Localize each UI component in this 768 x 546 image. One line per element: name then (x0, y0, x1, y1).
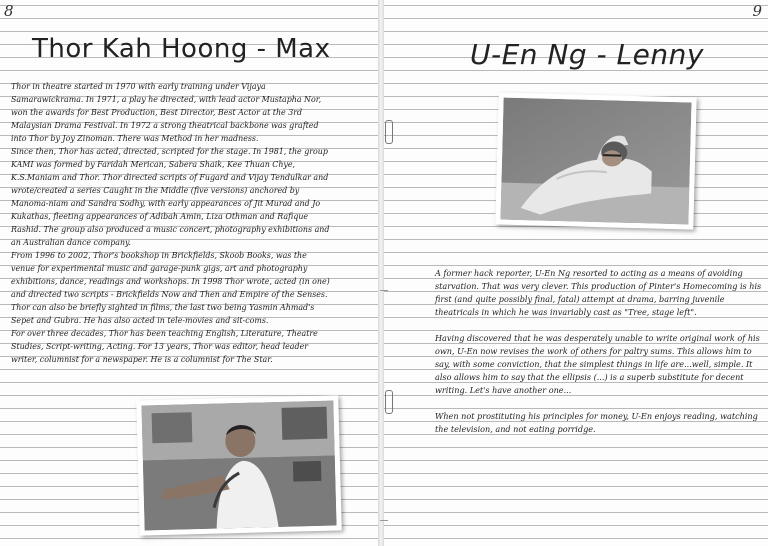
spine-mark (380, 520, 388, 521)
book-spine (378, 0, 384, 546)
right-page-title: U-En Ng - Lenny (470, 38, 704, 71)
right-page-body (435, 267, 767, 449)
bio-paragraph: For over three decades, Thor has been teaching English, Literature, Theatre Studies, Script-writing, Acting. For 13 years, Thor was editor, head leader writer, columnist for a newspaper. He is a columnist for The Star. (11, 329, 318, 364)
bio-paragraph: Having discovered that he was desperately unable to write original work of his own, U-En now revises the work of others for paltry sums. This allows him to say, with some conviction, that the simplest things in life are...well, simple. It also allows him to say that the ellipsis (...) is a superb substitute for decent writing. Let's have another one... (435, 333, 760, 395)
binder-clip-icon (385, 390, 393, 414)
bio-paragraph: Since then, Thor has acted, directed, scripted for the stage. In 1981, the group KAMI was formed by Faridah Merican, Sabera Shaik, Kee Thuan Chye, K.S.Maniam and Thor. Thor directed scripts of Fugard and Vijay Tendulkar and wrote/created a series Caught in the Middle (five versions) anchored by Manoma-niam and Sandra Sodhy, with early appearances of Jit Murad and Jo Kukathas, fleeting appearances of Adibah Amin, Liza Othman and Rafique Rashid. The group also produced a music concert, photography exhibitions and an Australian dance company. (11, 147, 330, 247)
bio-paragraph: From 1996 to 2002, Thor's bookshop in Brickfields, Skoob Books, was the venue for experimental music and garage-punk gigs, art and photography exhibitions, dance, readings and workshops. In 1998 Thor wrote, acted (in one) and directed two scripts - Brickfields Now and Then and Empire of the Senses. (11, 251, 330, 299)
binder-clip-icon (385, 120, 393, 144)
bio-paragraph: Thor can also be briefly sighted in films, the last two being Yasmin Ahmad's Sepet and Gubra. He has also acted in tele-movies and sit-coms. (11, 303, 315, 325)
actor-photo-max (136, 395, 341, 535)
actor-photo-lenny (495, 92, 696, 229)
bio-paragraph: When not prostituting his principles for money, U-En enjoys reading, watching the television, and not eating porridge. (435, 411, 758, 434)
left-page-body (11, 80, 331, 366)
spine-mark (380, 290, 388, 291)
page-number-right: 9 (752, 2, 762, 20)
page-number-left: 8 (4, 2, 14, 20)
bio-paragraph: A former hack reporter, U-En Ng resorted to acting as a means of avoiding starvation. That was very clever. This production of Pinter's Homecoming is his first (and quite possibly final, fatal) attempt at drama, barring juvenile theatricals in which he was invariably cast as "Tree, stage left". (435, 268, 762, 317)
bio-paragraph: Thor in theatre started in 1970 with early training under Vijaya Samarawickrama. In 1971, a play he directed, with lead actor Mustapha Nor, won the awards for Best Production, Best Director, Best Actor at the 3rd Malaysian Drama Festival. In 1972 a strong theatrical backbone was grafted into Thor by Joy Zinoman. There was Method in her madness. (11, 82, 322, 143)
left-page-title: Thor Kah Hoong - Max (32, 34, 331, 64)
